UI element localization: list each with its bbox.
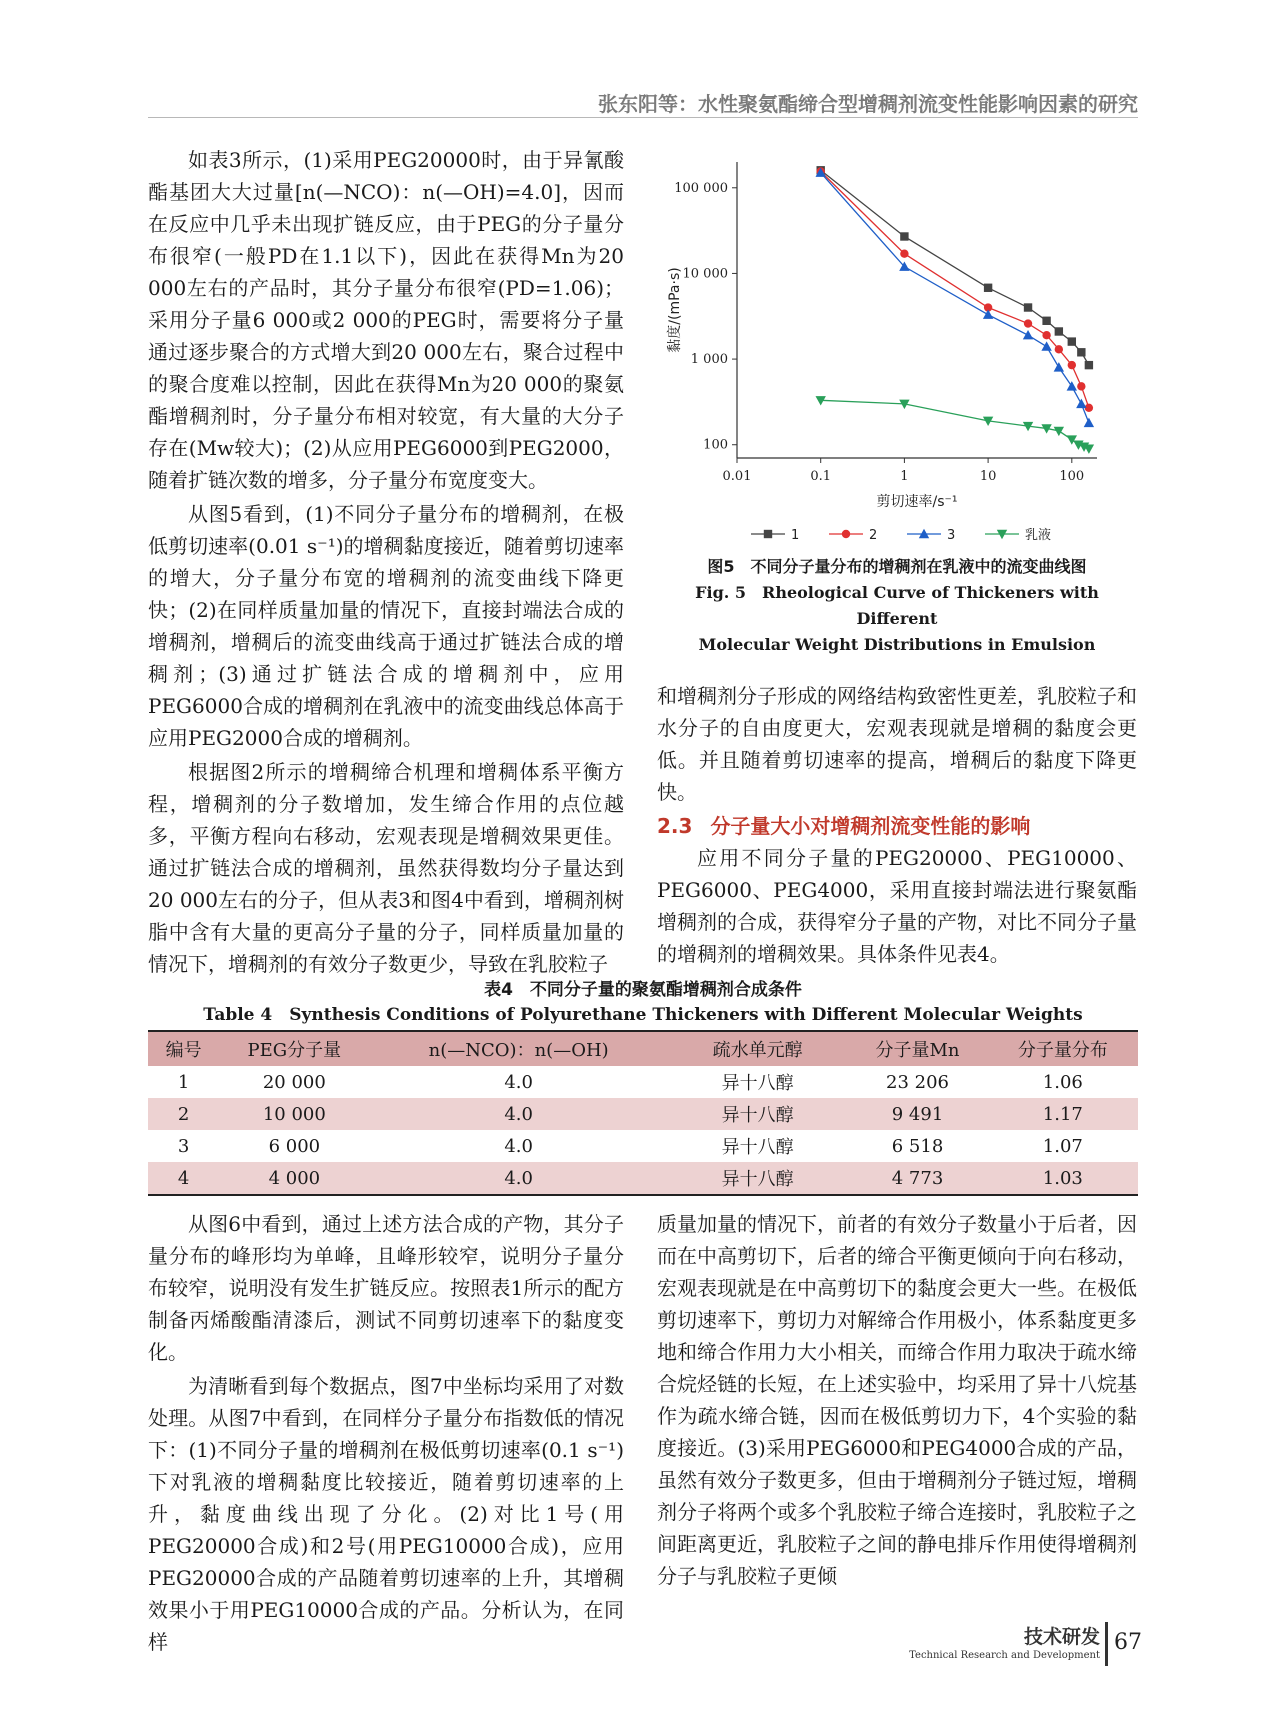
figure-caption-en-line2: Molecular Weight Distributions in Emulsion: [698, 635, 1096, 654]
left-column-bottom: [148, 1208, 624, 1660]
table-cell: 4 773: [847, 1162, 987, 1195]
x-tick-label: 10: [979, 469, 997, 484]
header-cell: 分子量Mn: [847, 1031, 987, 1066]
x-tick-label: 100: [1059, 469, 1085, 484]
series-line-2: [821, 171, 1089, 407]
table-cell: 1.03: [988, 1162, 1138, 1195]
page-number: 67: [1114, 1630, 1142, 1655]
synthesis-conditions-table: [148, 1030, 1138, 1196]
table-row: [148, 1066, 1138, 1098]
table-cell: 1.06: [1042, 1071, 1083, 1093]
data-point-series-2: [1042, 331, 1050, 339]
x-tick-label: 0.1: [810, 469, 832, 484]
table-cell: 4.0: [369, 1162, 667, 1195]
legend-label-1: 1: [791, 528, 800, 543]
right-column-top: [657, 680, 1137, 972]
figure-caption-cn: 图5 不同分子量分布的增稠剂在乳液中的流变曲线图: [707, 557, 1087, 576]
footer-section-cn: 技术研发: [1023, 1626, 1100, 1648]
data-point-series-1: [1077, 348, 1085, 356]
table-cell: 4: [148, 1162, 219, 1195]
footer-divider: [1105, 1622, 1108, 1666]
section-heading: [657, 810, 1137, 842]
data-point-series-1: [1042, 317, 1050, 325]
legend-marker-2: [842, 530, 850, 538]
data-point-series-1: [984, 284, 992, 292]
footer-section-en: Technical Research and Development: [909, 1650, 1100, 1661]
y-tick-label: 100 000: [674, 180, 728, 196]
table-cell: 9 491: [847, 1098, 987, 1130]
paragraph: 为清晰看到每个数据点，图7中坐标均采用了对数处理。从图7中看到，在同样分子量分布指数低的情况下：(1)不同分子量的增稠剂在极低剪切速率(0.1 s⁻¹)下对乳液的增稠黏度比较接近，随着剪切速率的上升，黏度曲线出现了分化。(2)对比1号(用PEG20000合成)和2号(用PEG10000合成)，应用PEG20000合成的产品随着剪切速率的上升，其增稠效果小于用PEG10000合成的产品。分析认为，在同样: [148, 1374, 624, 1654]
section-title: 分子量大小对增稠剂流变性能的影响: [710, 814, 1031, 838]
paragraph: 如表3所示，(1)采用PEG20000时，由于异氰酸酯基团大大过量[n(—NCO)：n(—OH)=4.0]，因而在反应中几乎未出现扩链反应，由于PEG的分子量分布很窄(一般PD在1.1以下)，因此在获得Mn为20 000左右的产品时，其分子量分布很窄(PD=1.06)；采用分子量6 000或2 000的PEG时，需要将分子量通过逐步聚合的方式增大到20 000左右，聚合过程中的聚合度难以控制，因此在获得Mn为20 000的聚氨酯增稠剂时，分子量分布相对较宽，有大量的大分子存在(Mw较大)；(2)从应用PEG6000到PEG2000，随着扩链次数的增多，分子量分布宽度变大。: [148, 148, 624, 492]
header-cell: 疏水单元醇: [668, 1031, 847, 1066]
table-cell: 6 000: [268, 1135, 321, 1157]
table-caption-en: Table 4 Synthesis Conditions of Polyurethane Thickeners with Different Molecular Weights: [203, 1005, 1083, 1025]
data-point-series-2: [1068, 361, 1076, 369]
data-point-series-3: [1076, 399, 1086, 408]
x-tick-label: 1: [900, 469, 909, 484]
table-cell: 23 206: [886, 1071, 949, 1093]
left-column-top: [148, 144, 624, 982]
paragraph: 和增稠剂分子形成的网络结构致密性更差，乳胶粒子和水分子的自由度更大，宏观表现就是增稠的黏度会更低。并且随着剪切速率的提高，增稠后的黏度下降更快。: [657, 684, 1137, 804]
table-cell: 4 000: [219, 1162, 369, 1195]
table-cell: 4.0: [504, 1135, 533, 1157]
data-point-series-1: [1068, 337, 1076, 345]
header-cell: PEG分子量: [219, 1031, 369, 1066]
table-cell: 异十八醇: [721, 1137, 794, 1158]
data-point-series-1: [1055, 327, 1063, 335]
data-point-series-4: [1054, 427, 1064, 436]
right-column-bottom: [657, 1208, 1137, 1594]
figure-caption: [657, 554, 1137, 658]
paragraph: 根据图2所示的增稠缔合机理和增稠体系平衡方程，增稠剂的分子数增加，发生缔合作用的点位越多，平衡方程向右移动，宏观表现是增稠效果更佳。通过扩链法合成的增稠剂，虽然获得数均分子量达到20 000左右的分子，但从表3和图4中看到，增稠剂树脂中含有大量的更高分子量的分子，同样质量加量的情况下，增稠剂的有效分子数更少，导致在乳胶粒子: [148, 760, 624, 976]
table-cell: 3: [177, 1135, 190, 1157]
data-point-series-3: [1054, 362, 1064, 371]
data-point-series-3: [983, 309, 993, 318]
data-point-series-2: [1024, 319, 1032, 327]
table-cell: 4.0: [369, 1098, 667, 1130]
data-point-series-2: [900, 249, 908, 257]
table-cell: 1: [177, 1071, 190, 1093]
legend-label-4: 乳液: [1025, 528, 1052, 543]
data-point-series-3: [1067, 381, 1077, 390]
paragraph: 质量加量的情况下，前者的有效分子数量小于后者，因而在中高剪切下，后者的缔合平衡更倾向于向右移动，宏观表现就是在中高剪切下的黏度会更大一些。在极低剪切速率下，剪切力对解缔合作用极小，体系黏度更多地和缔合作用力大小相关，而缔合作用力取决于疏水缔合烷烃链的长短，在上述实验中，均采用了异十八烷基作为疏水缔合链，因而在极低剪切力下，4个实验的黏度接近。(3)采用PEG6000和PEG4000合成的产品，虽然有效分子数更多，但由于增稠剂分子链过短，增稠剂分子将两个或多个乳胶粒子缔合连接时，乳胶粒子之间距离更近，乳胶粒子之间的静电排斥作用使得增稠剂分子与乳胶粒子更倾: [657, 1212, 1137, 1588]
data-point-series-1: [1085, 361, 1093, 369]
y-tick-label: 10 000: [682, 266, 728, 282]
data-point-series-3: [1084, 418, 1094, 427]
legend-marker-1: [764, 530, 772, 538]
data-point-series-2: [1077, 382, 1085, 390]
table-cell: 6 518: [891, 1135, 944, 1157]
table-caption-cn: 表4 不同分子量的聚氨酯增稠剂合成条件: [484, 980, 802, 1000]
data-point-series-3: [1041, 341, 1051, 350]
data-point-series-1: [1024, 303, 1032, 311]
running-header: 张东阳等：水性聚氨酯缔合型增稠剂流变性能影响因素的研究: [598, 92, 1138, 116]
table-cell: 10 000: [219, 1098, 369, 1130]
table-row: [148, 1098, 1138, 1130]
legend-label-2: 2: [869, 528, 878, 543]
data-point-series-3: [1023, 330, 1033, 339]
table-cell: 2: [148, 1098, 219, 1130]
table-cell: 异十八醇: [668, 1162, 847, 1195]
table-cell: 4.0: [504, 1071, 533, 1093]
table-cell: 异十八醇: [721, 1073, 794, 1094]
header-rule: [148, 117, 1138, 118]
y-tick-label: 1 000: [690, 352, 728, 368]
y-tick-label: 100: [703, 437, 728, 453]
rheology-chart: [657, 150, 1137, 550]
paragraph: 从图6中看到，通过上述方法合成的产物，其分子量分布的峰形均为单峰，且峰形较窄，说明分子量分布较窄，说明没有发生扩链反应。按照表1所示的配方制备丙烯酸酯清漆后，测试不同剪切速率下的黏度变化。: [148, 1212, 624, 1364]
data-point-series-2: [1055, 345, 1063, 353]
legend-label-3: 3: [947, 528, 956, 543]
table-caption: [148, 978, 1138, 1028]
table-row: [148, 1130, 1138, 1162]
table-cell: 1.17: [988, 1098, 1138, 1130]
paragraph: 从图5看到，(1)不同分子量分布的增稠剂，在极低剪切速率(0.01 s⁻¹)的增稠黏度接近，随着剪切速率的增大，分子量分布宽的增稠剂的流变曲线下降更快；(2)在同样质量加量的情况下，直接封端法合成的增稠剂，增稠后的流变曲线高于通过扩链法合成的增稠剂；(3)通过扩链法合成的增稠剂中，应用PEG6000合成的增稠剂在乳液中的流变曲线总体高于应用PEG2000合成的增稠剂。: [148, 502, 624, 750]
table-header-row: [148, 1031, 1138, 1066]
figure-caption-en-line1: Fig. 5 Rheological Curve of Thickeners with Different: [695, 583, 1099, 628]
table-row: [148, 1162, 1138, 1195]
paragraph: 应用不同分子量的PEG20000、PEG10000、PEG6000、PEG4000，采用直接封端法进行聚氨酯增稠剂的合成，获得窄分子量的产物，对比不同分子量的增稠剂的增稠效果。具体条件见表4。: [657, 846, 1137, 966]
section-number: 2.3: [657, 814, 693, 838]
header-cell: n(—NCO)：n(—OH): [369, 1031, 667, 1066]
x-axis-label: 剪切速率/s⁻¹: [876, 494, 958, 510]
data-point-series-1: [900, 232, 908, 240]
x-tick-label: 0.01: [722, 469, 752, 484]
table-cell: 20 000: [262, 1071, 326, 1093]
header-cell: 编号: [148, 1031, 219, 1066]
table-cell: 异十八醇: [668, 1098, 847, 1130]
header-cell: 分子量分布: [988, 1031, 1138, 1066]
table-cell: 1.07: [1042, 1135, 1083, 1157]
y-axis-label: 黏度/(mPa·s): [667, 267, 683, 353]
